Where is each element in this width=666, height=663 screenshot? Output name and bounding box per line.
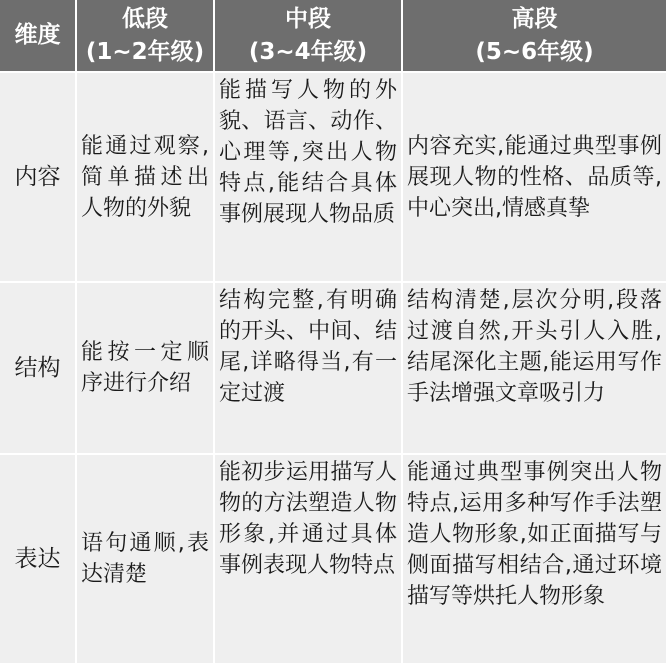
header-low-grade-range: (1~2年级) (85, 38, 205, 65)
row-mid-grade-cell: 结构完整,有明确的开头、中间、结尾,详略得当,有一定过渡 (214, 282, 402, 454)
row-dimension-cell: 表达 (0, 454, 76, 663)
row-high-grade-cell: 内容充实,能通过典型事例展现人物的性格、品质等,中心突出,情感真挚 (402, 72, 666, 282)
header-mid-grade-range: (3~4年级) (248, 38, 368, 65)
header-mid-grade-title: 中段 (285, 5, 331, 32)
table-row-content (0, 72, 666, 282)
row-mid-grade-cell: 能描写人物的外貌、语言、动作、心理等,突出人物特点,能结合具体事例展现人物品质 (214, 72, 402, 282)
header-high-grade-title: 高段 (511, 5, 558, 32)
table-row-structure (0, 282, 666, 454)
table-header-row (0, 0, 666, 72)
row-dimension-cell: 内容 (0, 72, 76, 282)
header-high-grade (402, 0, 666, 72)
header-mid-grade (214, 0, 402, 72)
table-row-expression (0, 454, 666, 663)
header-low-grade (76, 0, 214, 72)
row-low-grade-cell: 语句通顺,表达清楚 (76, 454, 214, 663)
row-low-grade-cell: 能按一定顺序进行介绍 (76, 282, 214, 454)
row-low-grade-cell: 能通过观察,简单描述出人物的外貌 (76, 72, 214, 282)
header-dimension (0, 0, 76, 72)
row-high-grade-cell: 结构清楚,层次分明,段落过渡自然,开头引人入胜,结尾深化主题,能运用写作手法增强文章吸引力 (402, 282, 666, 454)
header-low-grade-title: 低段 (122, 5, 168, 32)
row-mid-grade-cell: 能初步运用描写人物的方法塑造人物形象,并通过具体事例表现人物特点 (214, 454, 402, 663)
row-dimension-cell: 结构 (0, 282, 76, 454)
header-high-grade-range: (5~6年级) (475, 38, 594, 65)
header-dimension-label: 维度 (14, 22, 61, 48)
row-high-grade-cell: 能通过典型事例突出人物特点,运用多种写作手法塑造人物形象,如正面描写与侧面描写相结合,通过环境描写等烘托人物形象 (402, 454, 666, 663)
